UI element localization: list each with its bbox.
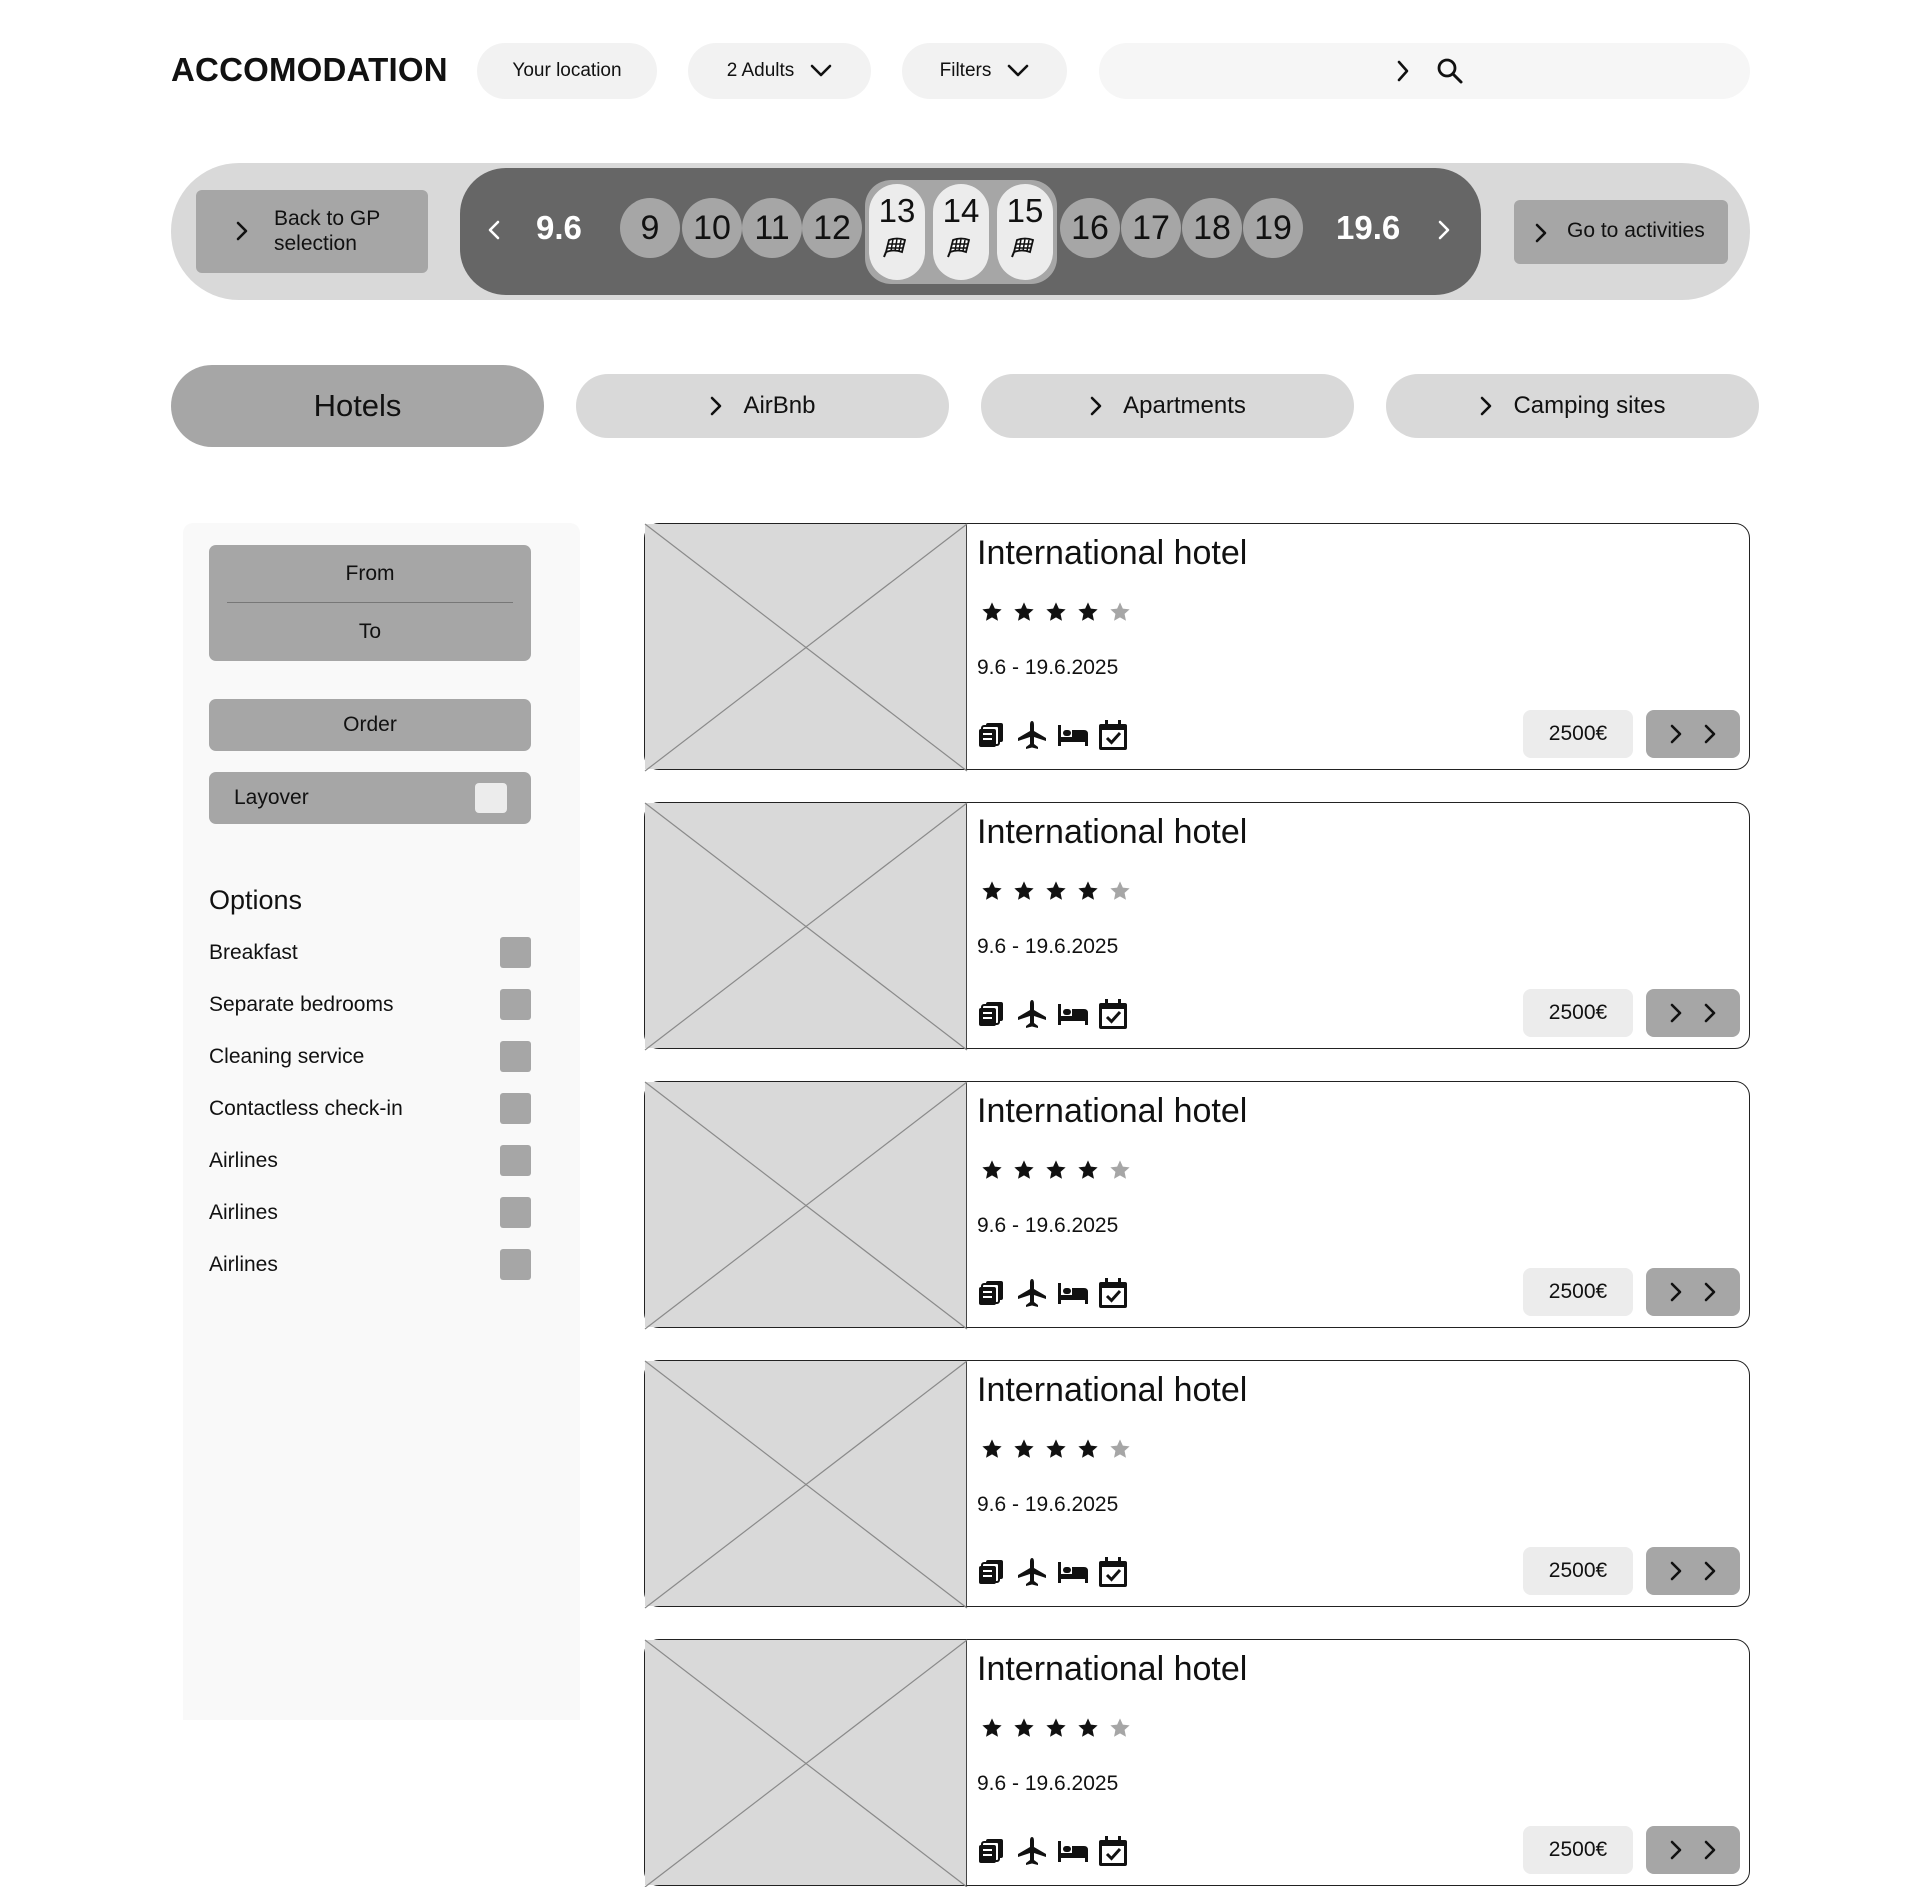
bed-icon	[1057, 1002, 1089, 1026]
tab-apartments-label: Apartments	[1123, 392, 1246, 419]
star-filled-icon	[981, 1159, 1003, 1186]
star-filled-icon	[981, 1717, 1003, 1744]
hotel-name: International hotel	[977, 813, 1248, 851]
calendar-check-icon	[1098, 1556, 1128, 1588]
back-to-gp-button[interactable]	[196, 190, 428, 273]
option-separate-bedrooms[interactable]	[209, 989, 531, 1021]
race-day-number: 13	[878, 192, 916, 229]
tab-hotels-label: Hotels	[313, 388, 402, 423]
chevron-down-icon	[1007, 64, 1029, 78]
documents-icon	[977, 1558, 1007, 1586]
bed-icon	[1057, 1839, 1089, 1863]
option-airlines[interactable]	[209, 1197, 531, 1229]
checkered-flag-icon	[883, 237, 911, 257]
option-contactless-checkin[interactable]	[209, 1093, 531, 1125]
option-breakfast[interactable]	[209, 937, 531, 969]
bed-icon	[1057, 1281, 1089, 1305]
hotel-name: International hotel	[977, 1371, 1248, 1409]
plane-icon	[1016, 720, 1048, 750]
star-filled-icon	[981, 1438, 1003, 1465]
bed-icon	[1057, 1560, 1089, 1584]
hotel-card[interactable]	[644, 1360, 1750, 1607]
option-label: Cleaning service	[209, 1045, 365, 1068]
order-button[interactable]: Order	[209, 699, 531, 751]
documents-icon	[977, 721, 1007, 749]
chevron-right-icon	[709, 395, 723, 417]
from-field[interactable]: From	[345, 561, 395, 585]
hotel-price: 2500€	[1523, 1547, 1633, 1595]
hotel-details-button[interactable]	[1646, 1826, 1740, 1874]
tab-airbnb[interactable]	[576, 374, 949, 438]
plane-icon	[1016, 1278, 1048, 1308]
star-filled-icon	[1013, 1717, 1035, 1744]
star-filled-icon	[1045, 1159, 1067, 1186]
go-to-activities-button[interactable]	[1514, 200, 1728, 264]
star-filled-icon	[1045, 1717, 1067, 1744]
option-label: Airlines	[209, 1149, 278, 1172]
option-airlines[interactable]	[209, 1249, 531, 1281]
hotel-rating	[981, 1717, 1131, 1744]
location-label: Your location	[512, 60, 622, 81]
race-day-number: 14	[942, 192, 980, 229]
chevron-right-icon	[1669, 1839, 1683, 1861]
hotel-price: 2500€	[1523, 1268, 1633, 1316]
filter-sidebar	[183, 523, 580, 1720]
chevron-down-icon	[810, 64, 832, 78]
adults-label: 2 Adults	[726, 60, 795, 81]
star-empty-icon	[1109, 1438, 1131, 1465]
option-checkbox[interactable]	[500, 1145, 531, 1176]
hotel-card[interactable]	[644, 523, 1750, 770]
star-filled-icon	[1077, 1717, 1099, 1744]
tab-camping-sites[interactable]	[1386, 374, 1759, 438]
day-17[interactable]: 17	[1121, 198, 1181, 258]
options-heading: Options	[209, 885, 303, 915]
amenity-icons	[977, 1835, 1128, 1867]
option-checkbox[interactable]	[500, 937, 531, 968]
search-icon[interactable]	[1436, 57, 1464, 85]
hotel-details-button[interactable]	[1646, 710, 1740, 758]
to-field[interactable]: To	[358, 619, 382, 643]
option-label: Airlines	[209, 1253, 278, 1276]
option-checkbox[interactable]	[500, 1249, 531, 1280]
star-filled-icon	[1045, 1438, 1067, 1465]
hotel-details-button[interactable]	[1646, 1268, 1740, 1316]
hotel-dates: 9.6 - 19.6.2025	[977, 935, 1119, 958]
star-empty-icon	[1109, 1717, 1131, 1744]
calendar-check-icon	[1098, 998, 1128, 1030]
hotel-dates: 9.6 - 19.6.2025	[977, 1493, 1119, 1516]
chevron-right-icon	[235, 220, 249, 242]
option-label: Separate bedrooms	[209, 993, 394, 1016]
hotel-card[interactable]	[644, 1081, 1750, 1328]
star-filled-icon	[1013, 1159, 1035, 1186]
hotel-image-placeholder	[645, 1361, 967, 1606]
star-empty-icon	[1109, 601, 1131, 628]
race-day-15[interactable]	[997, 184, 1053, 280]
option-airlines[interactable]	[209, 1145, 531, 1177]
chevron-right-icon	[1703, 723, 1717, 745]
option-label: Breakfast	[209, 941, 298, 964]
amenity-icons	[977, 1556, 1128, 1588]
checkered-flag-icon	[1011, 237, 1039, 257]
hotel-dates: 9.6 - 19.6.2025	[977, 656, 1119, 679]
hotel-rating	[981, 1438, 1131, 1465]
chevron-right-icon	[1669, 723, 1683, 745]
hotel-price: 2500€	[1523, 710, 1633, 758]
layover-checkbox[interactable]	[475, 783, 507, 813]
plane-icon	[1016, 999, 1048, 1029]
filters-label: Filters	[939, 60, 992, 81]
chevron-right-icon	[1703, 1002, 1717, 1024]
chevron-right-icon	[1703, 1281, 1717, 1303]
star-filled-icon	[1013, 1438, 1035, 1465]
amenity-icons	[977, 1277, 1128, 1309]
back-to-gp-label: Back to GP selection	[274, 207, 380, 255]
option-checkbox[interactable]	[500, 1041, 531, 1072]
hotel-name: International hotel	[977, 534, 1248, 572]
star-filled-icon	[1045, 601, 1067, 628]
hotel-rating	[981, 601, 1131, 628]
chevron-right-icon	[1703, 1839, 1717, 1861]
tab-airbnb-label: AirBnb	[743, 392, 816, 419]
location-button[interactable]	[477, 43, 657, 99]
range-end-date: 19.6	[1336, 209, 1401, 246]
from-to-selector	[209, 545, 531, 661]
calendar-check-icon	[1098, 1835, 1128, 1867]
layover-label: Layover	[234, 786, 309, 809]
page-title: ACCOMODATION	[171, 51, 448, 88]
star-filled-icon	[1013, 880, 1035, 907]
documents-icon	[977, 1000, 1007, 1028]
chevron-right-icon	[1669, 1560, 1683, 1582]
day-16[interactable]: 16	[1060, 198, 1120, 258]
hotel-rating	[981, 1159, 1131, 1186]
amenity-icons	[977, 719, 1128, 751]
star-filled-icon	[981, 880, 1003, 907]
checkered-flag-icon	[947, 237, 975, 257]
chevron-right-icon	[1669, 1281, 1683, 1303]
star-filled-icon	[1013, 601, 1035, 628]
chevron-right-icon	[1534, 222, 1548, 244]
chevron-right-icon	[1089, 395, 1103, 417]
go-to-activities-label: Go to activities	[1567, 219, 1705, 242]
star-filled-icon	[1077, 601, 1099, 628]
star-filled-icon	[1045, 880, 1067, 907]
hotel-name: International hotel	[977, 1092, 1248, 1130]
amenity-icons	[977, 998, 1128, 1030]
race-day-number: 15	[1006, 192, 1044, 229]
chevron-right-icon[interactable]	[1396, 59, 1410, 83]
plane-icon	[1016, 1557, 1048, 1587]
star-filled-icon	[1077, 1159, 1099, 1186]
tab-hotels[interactable]	[171, 365, 544, 447]
tab-camping-label: Camping sites	[1513, 392, 1666, 419]
layover-toggle[interactable]	[209, 772, 531, 824]
star-filled-icon	[981, 601, 1003, 628]
range-start-date: 9.6	[536, 209, 582, 246]
hotel-name: International hotel	[977, 1650, 1248, 1688]
day-10[interactable]: 10	[682, 198, 742, 258]
hotel-dates: 9.6 - 19.6.2025	[977, 1772, 1119, 1795]
race-day-13[interactable]	[869, 184, 925, 280]
day-18[interactable]: 18	[1182, 198, 1242, 258]
adults-dropdown[interactable]	[688, 43, 871, 99]
calendar-check-icon	[1098, 719, 1128, 751]
chevron-right-icon	[1703, 1560, 1717, 1582]
race-weekend-group	[865, 180, 1057, 284]
chevron-right-icon	[1479, 395, 1493, 417]
option-checkbox[interactable]	[500, 1197, 531, 1228]
star-filled-icon	[1077, 880, 1099, 907]
hotel-image-placeholder	[645, 1082, 967, 1327]
day-12[interactable]: 12	[802, 198, 862, 258]
hotel-price: 2500€	[1523, 1826, 1633, 1874]
hotel-image-placeholder	[645, 1640, 967, 1885]
hotel-details-button[interactable]	[1646, 989, 1740, 1037]
hotel-card[interactable]	[644, 1639, 1750, 1886]
hotel-price: 2500€	[1523, 989, 1633, 1037]
star-filled-icon	[1077, 1438, 1099, 1465]
option-label: Contactless check-in	[209, 1097, 403, 1120]
race-day-14[interactable]	[933, 184, 989, 280]
option-checkbox[interactable]	[500, 1093, 531, 1124]
filters-dropdown[interactable]	[902, 43, 1067, 99]
star-empty-icon	[1109, 1159, 1131, 1186]
bed-icon	[1057, 723, 1089, 747]
chevron-right-icon	[1669, 1002, 1683, 1024]
option-checkbox[interactable]	[500, 989, 531, 1020]
documents-icon	[977, 1279, 1007, 1307]
day-19[interactable]: 19	[1243, 198, 1303, 258]
chevron-right-icon[interactable]	[1437, 219, 1451, 241]
hotel-rating	[981, 880, 1131, 907]
documents-icon	[977, 1837, 1007, 1865]
hotel-image-placeholder	[645, 803, 967, 1048]
hotel-card[interactable]	[644, 802, 1750, 1049]
hotel-image-placeholder	[645, 524, 967, 769]
tab-apartments[interactable]	[981, 374, 1354, 438]
hotel-dates: 9.6 - 19.6.2025	[977, 1214, 1119, 1237]
hotel-details-button[interactable]	[1646, 1547, 1740, 1595]
plane-icon	[1016, 1836, 1048, 1866]
day-9[interactable]: 9	[620, 198, 680, 258]
calendar-check-icon	[1098, 1277, 1128, 1309]
star-empty-icon	[1109, 880, 1131, 907]
header	[171, 43, 1750, 99]
search-bar	[1099, 43, 1750, 99]
search-input[interactable]	[1129, 43, 1419, 99]
option-cleaning-service[interactable]	[209, 1041, 531, 1073]
option-label: Airlines	[209, 1201, 278, 1224]
date-selector-bar	[171, 163, 1750, 300]
chevron-left-icon[interactable]	[487, 219, 501, 241]
day-11[interactable]: 11	[742, 198, 802, 258]
date-strip	[460, 168, 1481, 295]
